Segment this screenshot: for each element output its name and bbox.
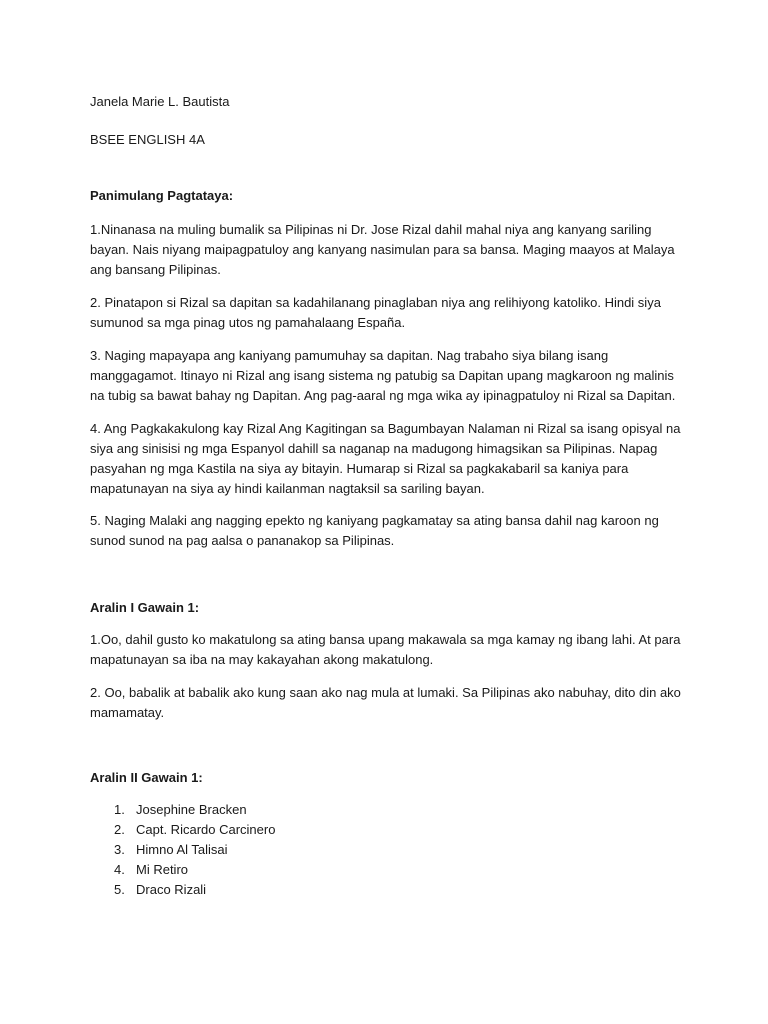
answer-paragraph: 1.Oo, dahil gusto ko makatulong sa ating bansa upang makawala sa mga kamay ng ibang lahi. At para mapatunayan sa iba na may kakayahan akong makatulong. bbox=[90, 632, 681, 667]
document-page bbox=[90, 0, 682, 1024]
list-item bbox=[90, 840, 275, 860]
list-number: 1. bbox=[114, 802, 125, 817]
list-item bbox=[90, 800, 275, 820]
numbered-list bbox=[90, 800, 275, 900]
answer-paragraph: 5. Naging Malaki ang nagging epekto ng kaniyang pagkamatay sa ating bansa dahil nag karoon ng sunod sunod na pag aalsa o pananakop sa Pilipinas. bbox=[90, 513, 659, 548]
answer-paragraph: 1.Ninanasa na muling bumalik sa Pilipinas ni Dr. Jose Rizal dahil mahal niya ang kanyang sariling bayan. Nais niyang maipagpatuloy ang kanyang nasimulan para sa bansa. Maging maayos at Malaya ang bansang Pilipinas. bbox=[90, 222, 675, 277]
list-item-text: Josephine Bracken bbox=[136, 802, 247, 817]
student-name: Janela Marie L. Bautista bbox=[90, 94, 230, 109]
list-number: 3. bbox=[114, 842, 125, 857]
list-number: 5. bbox=[114, 882, 125, 897]
list-number: 4. bbox=[114, 862, 125, 877]
list-item-text: Draco Rizali bbox=[136, 882, 207, 897]
answer-paragraph: 2. Pinatapon si Rizal sa dapitan sa kadahilanang pinaglaban niya ang relihiyong katoliko. Hindi siya sumunod sa mga pinag utos ng pamahalaang España. bbox=[90, 295, 661, 330]
section-heading-panimula: Panimulang Pagtataya: bbox=[90, 188, 234, 203]
class-section: BSEE ENGLISH 4A bbox=[90, 132, 205, 147]
section-heading-aralin-1: Aralin I Gawain 1: bbox=[90, 600, 200, 615]
answer-paragraph: 4. Ang Pagkakakulong kay Rizal Ang Kagitingan sa Bagumbayan Nalaman ni Rizal sa isang opisyal na siya ang sinisisi ng mga Espanyol dahill sa naganap na madugong himagsikan sa Pilipinas. Napag pasyahan ng mga Kastila na siya ay bitayin. Humarap si Rizal sa pagkakabaril sa kaniya para mapatunayan na siya ay hindi kailanman nagtaksil sa sariling bayan. bbox=[90, 421, 681, 496]
answer-paragraph: 3. Naging mapayapa ang kaniyang pamumuhay sa dapitan. Nag trabaho siya bilang isang manggagamot. Itinayo ni Rizal ang isang sistema ng patubig sa Dapitan upang magkaroon ng malinis na tubig sa bawat bahay ng Dapitan. Ang pag-aaral ng mga wika ay ipinagpatuloy ni Rizal sa Dapitan. bbox=[90, 348, 676, 403]
list-item bbox=[90, 860, 275, 880]
list-item bbox=[90, 820, 275, 840]
list-item-text: Mi Retiro bbox=[136, 862, 189, 877]
list-item bbox=[90, 880, 275, 900]
list-item-text: Capt. Ricardo Carcinero bbox=[136, 822, 276, 837]
answer-paragraph: 2. Oo, babalik at babalik ako kung saan ako nag mula at lumaki. Sa Pilipinas ako nabuhay, dito din ako mamamatay. bbox=[90, 685, 681, 720]
section-heading-aralin-2: Aralin II Gawain 1: bbox=[90, 770, 203, 785]
list-number: 2. bbox=[114, 822, 125, 837]
list-item-text: Himno Al Talisai bbox=[136, 842, 228, 857]
